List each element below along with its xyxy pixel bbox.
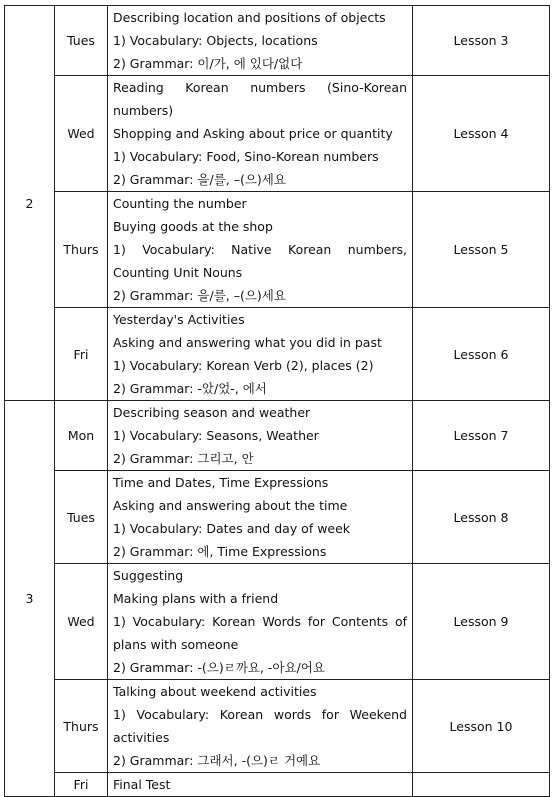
content-line: 2) Grammar: 이/가, 에 있다/없다 (113, 56, 303, 71)
day-cell: Wed (55, 76, 108, 192)
course-schedule-table (4, 5, 550, 797)
content-line: 2) Grammar: 그리고, 안 (113, 451, 254, 466)
content-line: Describing location and positions of objects (113, 10, 386, 25)
content-line: 1) Vocabulary: Native Korean numbers, Counting Unit Nouns (113, 242, 407, 280)
content-line: Counting the number (113, 196, 247, 211)
content-line: 1) Vocabulary: Korean Verb (2), places (2) (113, 358, 374, 373)
content-line: 1) Vocabulary: Food, Sino-Korean numbers (113, 149, 379, 164)
lesson-content-cell (108, 680, 413, 773)
content-line: 1) Vocabulary: Korean words for Weekend activities (113, 707, 407, 745)
table-row (5, 564, 550, 680)
content-line: Asking and answering what you did in past (113, 335, 382, 350)
content-line: 2) Grammar: 그래서, -(으)ㄹ 거예요 (113, 753, 321, 768)
lesson-number-cell: Lesson 10 (413, 680, 550, 773)
lesson-content-cell (108, 6, 413, 76)
lesson-number-cell: Lesson 8 (413, 471, 550, 564)
week-number-cell: 3 (5, 401, 55, 797)
lesson-content-cell (108, 308, 413, 401)
content-line: Reading Korean numbers (Sino-Korean numbers) (113, 80, 407, 118)
lesson-number-cell: Lesson 5 (413, 192, 550, 308)
day-cell: Fri (55, 773, 108, 797)
table-row (5, 773, 550, 797)
content-line: Asking and answering about the time (113, 498, 348, 513)
lesson-number-cell: Lesson 4 (413, 76, 550, 192)
content-line: Describing season and weather (113, 405, 311, 420)
content-line: 2) Grammar: 에, Time Expressions (113, 544, 327, 559)
lesson-content-cell (108, 401, 413, 471)
lesson-content-cell (108, 192, 413, 308)
content-line: 1) Vocabulary: Korean Words for Contents of plans with someone (113, 614, 407, 652)
table-row (5, 680, 550, 773)
content-line: Time and Dates, Time Expressions (113, 475, 329, 490)
day-cell: Tues (55, 471, 108, 564)
content-line: 1) Vocabulary: Dates and day of week (113, 521, 351, 536)
day-cell: Tues (55, 6, 108, 76)
table-row (5, 76, 550, 192)
lesson-number-cell: Lesson 9 (413, 564, 550, 680)
day-cell: Thurs (55, 680, 108, 773)
lesson-number-cell: Lesson 6 (413, 308, 550, 401)
content-line: Buying goods at the shop (113, 219, 273, 234)
week-number-cell: 2 (5, 6, 55, 401)
day-cell: Thurs (55, 192, 108, 308)
content-line: 2) Grammar: 을/를, –(으)세요 (113, 172, 286, 187)
day-cell: Mon (55, 401, 108, 471)
content-line: 2) Grammar: 을/를, –(으)세요 (113, 288, 286, 303)
table-row (5, 471, 550, 564)
content-line: Talking about weekend activities (113, 684, 317, 699)
lesson-content-cell (108, 773, 413, 797)
lesson-content-cell (108, 564, 413, 680)
table-row (5, 401, 550, 471)
content-line: 1) Vocabulary: Objects, locations (113, 33, 318, 48)
day-cell: Fri (55, 308, 108, 401)
table-row (5, 308, 550, 401)
day-cell: Wed (55, 564, 108, 680)
lesson-number-cell: Lesson 3 (413, 6, 550, 76)
lesson-content-cell (108, 76, 413, 192)
content-line: 2) Grammar: -았/었-, 에서 (113, 381, 267, 396)
content-line: Making plans with a friend (113, 591, 279, 606)
content-line: 1) Vocabulary: Seasons, Weather (113, 428, 319, 443)
lesson-content-cell (108, 471, 413, 564)
content-line: 2) Grammar: -(으)ㄹ까요, -아요/어요 (113, 660, 325, 675)
table-row (5, 192, 550, 308)
table-row (5, 6, 550, 76)
lesson-number-cell (413, 773, 550, 797)
content-line: Yesterday's Activities (113, 312, 245, 327)
lesson-number-cell: Lesson 7 (413, 401, 550, 471)
content-line: Final Test (113, 777, 171, 792)
content-line: Shopping and Asking about price or quantity (113, 126, 393, 141)
content-line: Suggesting (113, 568, 184, 583)
